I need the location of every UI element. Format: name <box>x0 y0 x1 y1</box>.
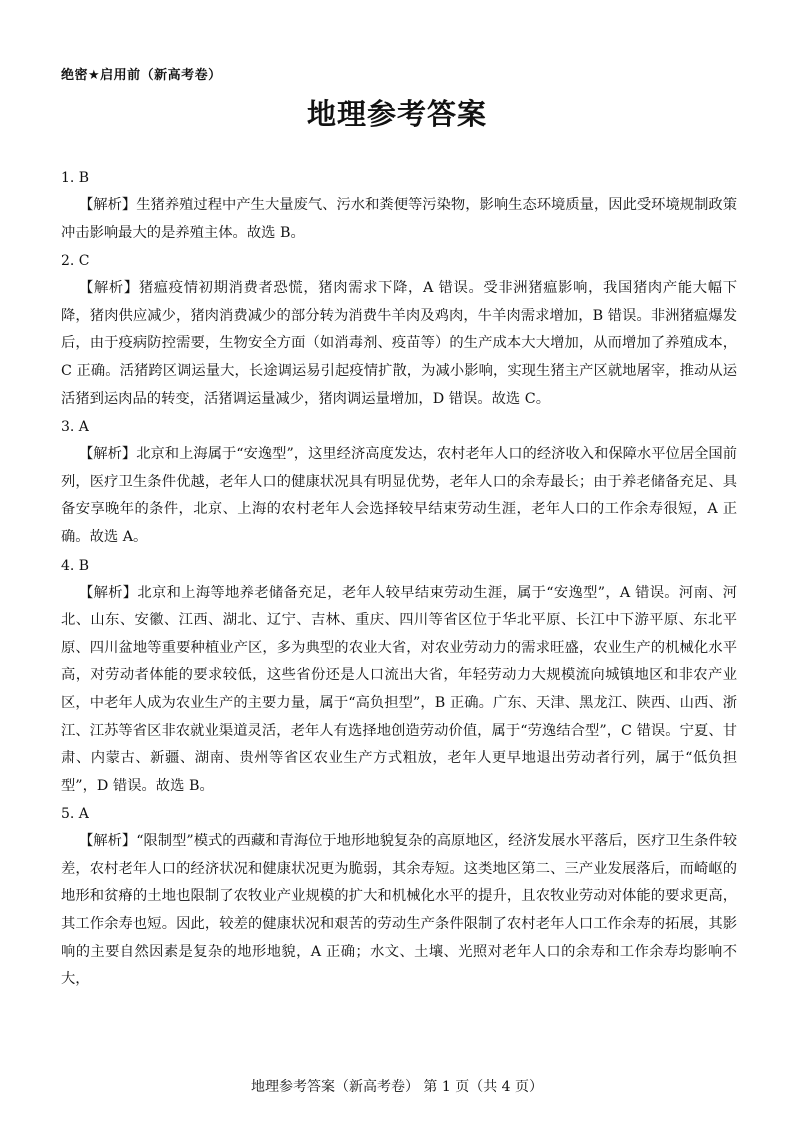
answer-item-3 <box>61 413 737 551</box>
answer-explanation <box>61 441 737 551</box>
answer-number: 3. A <box>61 419 89 436</box>
explanation-tag: 【解析】 <box>79 584 138 601</box>
page-footer: 地理参考答案（新高考卷） 第 1 页（共 4 页） <box>250 1079 544 1095</box>
answer-explanation <box>61 828 737 994</box>
explanation-text: 猪瘟疫情初期消费者恐慌，猪肉需求下降，A 错误。受非洲猪瘟影响，我国猪肉产能大幅下降，猪肉供应减少，猪肉消费减少的部分转为消费牛羊肉及鸡肉，牛羊肉需求增加，B 错误。非洲猪瘟爆发后，由于疫病防控需要，生物安全方面（如消毒剂、疫苗等）的生产成本大大增加，从而增加了养殖成本，C 正确。活猪跨区调运量大，长途调运易引起疫情扩散，为减小影响，实现生猪主产区就地屠宰，推动从运活猪到运肉品的转变，活猪调运量减少，猪肉调运量增加，D 错误。故选 C。 <box>61 280 737 407</box>
answer-number: 5. A <box>61 806 89 823</box>
answer-item-2 <box>61 247 737 413</box>
page-title: 地理参考答案 <box>306 97 487 131</box>
explanation-text: 北京和上海属于“安逸型”，这里经济高度发达，农村老年人口的经济收入和保障水平位居全国前列，医疗卫生条件优越，老年人口的健康状况具有明显优势，老年人口的余寿最长；由于养老储备充足、具备安享晚年的条件，北京、上海的农村老年人会选择较早结束劳动生涯，老年人口的工作余寿很短，A 正确。故选 A。 <box>61 446 738 545</box>
answer-item-4 <box>61 552 737 801</box>
confidentiality-mark: 绝密★启用前（新高考卷） <box>61 68 222 83</box>
answer-item-1 <box>61 164 737 247</box>
answer-number: 4. B <box>61 557 90 574</box>
answer-list <box>61 164 737 994</box>
explanation-tag: 【解析】 <box>79 197 137 213</box>
explanation-tag: 【解析】 <box>79 280 139 297</box>
explanation-text: “限制型”模式的西藏和青海位于地形地貌复杂的高原地区，经济发展水平落后，医疗卫生条件较差，农村老年人口的经济状况和健康状况更为脆弱，其余寿短。这类地区第二、三产业发展落后，而崎岖的地形和贫瘠的土地也限制了农牧业产业规模的扩大和机械化水平的提升，且农牧业劳动对体能的要求更高，其工作余寿也短。因此，较差的健康状况和艰苦的劳动生产条件限制了农村老年人口工作余寿的拓展，其影响的主要自然因素是复杂的地形地貌，A 正确；水文、土壤、光照对老年人口的余寿和工作余寿均影响不大， <box>61 833 738 988</box>
answer-number: 1. B <box>61 170 90 186</box>
answer-explanation <box>61 275 737 413</box>
answer-item-5 <box>61 800 737 994</box>
explanation-text: 北京和上海等地养老储备充足，老年人较早结束劳动生涯，属于“安逸型”，A 错误。河南、河北、山东、安徽、江西、湖北、辽宁、吉林、重庆、四川等省区位于华北平原、长江中下游平原、东北平原、四川盆地等重要种植业产区，多为典型的农业大省，对农业劳动力的需求旺盛，农业生产的机械化水平高，对劳动者体能的要求较低，这些省份还是人口流出大省，年轻劳动力大规模流向城镇地区和非农产业区，中老年人成为农业生产的主要力量，属于“高负担型”，B 正确。广东、天津、黑龙江、陕西、山西、浙江、江苏等省区非农就业渠道灵活，老年人有选择地创造劳动价值，属于“劳逸结合型”，C 错误。宁夏、甘肃、内蒙古、新疆、湖南、贵州等省区农业生产方式粗放，老年人更早地退出劳动者行列，属于“低负担型”，D 错误。故选 B。 <box>61 584 738 794</box>
explanation-tag: 【解析】 <box>79 833 137 850</box>
explanation-text: 生猪养殖过程中产生大量废气、污水和粪便等污染物，影响生态环境质量，因此受环境规制政策冲击影响最大的是养殖主体。故选 B。 <box>61 197 737 241</box>
answer-explanation <box>61 580 737 801</box>
answer-number: 2. C <box>61 253 90 270</box>
explanation-tag: 【解析】 <box>79 446 137 463</box>
answer-explanation <box>61 192 737 247</box>
